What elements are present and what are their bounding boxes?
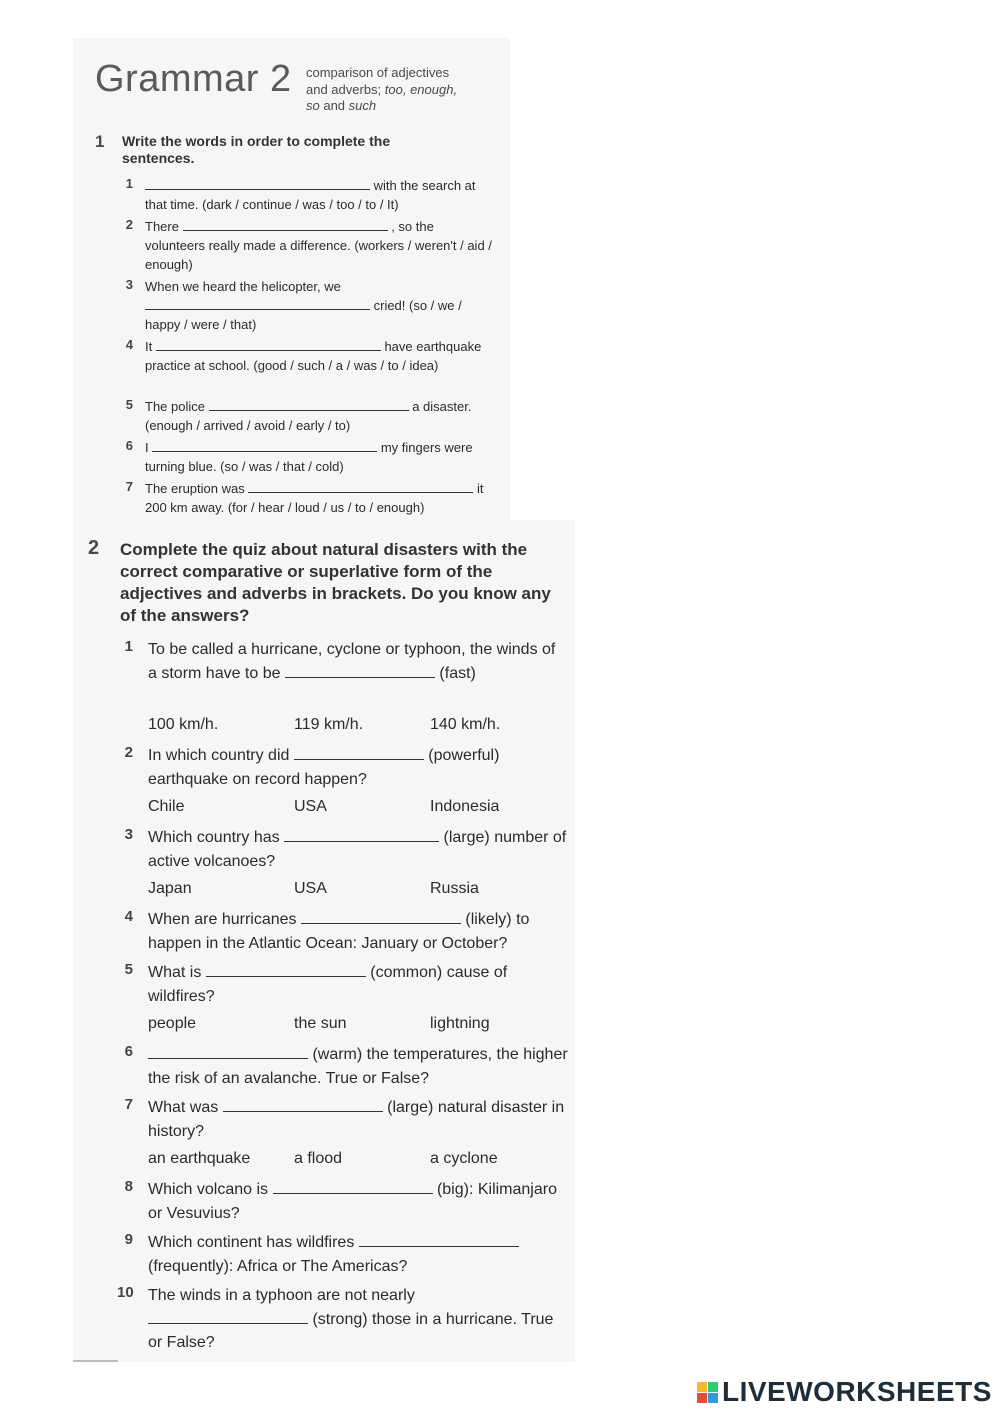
ex2-item10-blank[interactable] — [148, 1311, 308, 1324]
ex2-item9-blank[interactable] — [359, 1234, 519, 1247]
exercise-1-instruction: Write the words in order to complete the sentences. — [122, 133, 391, 166]
ex1-item3-blank[interactable] — [145, 297, 370, 310]
ex2-item4-blank[interactable] — [301, 911, 461, 924]
ex2-item6-blank[interactable] — [148, 1046, 308, 1059]
ex1-item2-blank[interactable] — [183, 218, 388, 231]
ex1-item4-blank[interactable] — [156, 338, 381, 351]
liveworksheets-logo — [697, 1377, 992, 1407]
page-subtitle: comparison of adjectives and adverbs; too, enough, so and such — [306, 65, 458, 113]
page-title: Grammar 2 — [95, 58, 292, 100]
ex2-item2-blank[interactable] — [294, 747, 424, 760]
bottom-rule — [73, 1360, 118, 1362]
exercise-2-instruction: Complete the quiz about natural disasters with the correct comparative or superlative form of the adjectives and adverbs in brackets. Do you know any of the answers? — [120, 540, 551, 625]
ex1-item7-blank[interactable] — [248, 480, 473, 493]
ex2-item8-blank[interactable] — [273, 1181, 433, 1194]
exercise-2-number: 2 — [88, 537, 100, 559]
ex1-item1-blank[interactable] — [145, 177, 370, 190]
brand-text: LIVEWORKSHEETS — [722, 1376, 992, 1407]
ex1-item5-blank[interactable] — [209, 398, 409, 411]
exercise-1-number: 1 — [95, 132, 105, 151]
logo-grid-icon — [697, 1382, 718, 1403]
ex2-item1-blank[interactable] — [285, 665, 435, 678]
ex1-item6-blank[interactable] — [152, 439, 377, 452]
ex2-item3-blank[interactable] — [284, 829, 439, 842]
ex2-item5-blank[interactable] — [206, 964, 366, 977]
ex2-item7-blank[interactable] — [223, 1099, 383, 1112]
